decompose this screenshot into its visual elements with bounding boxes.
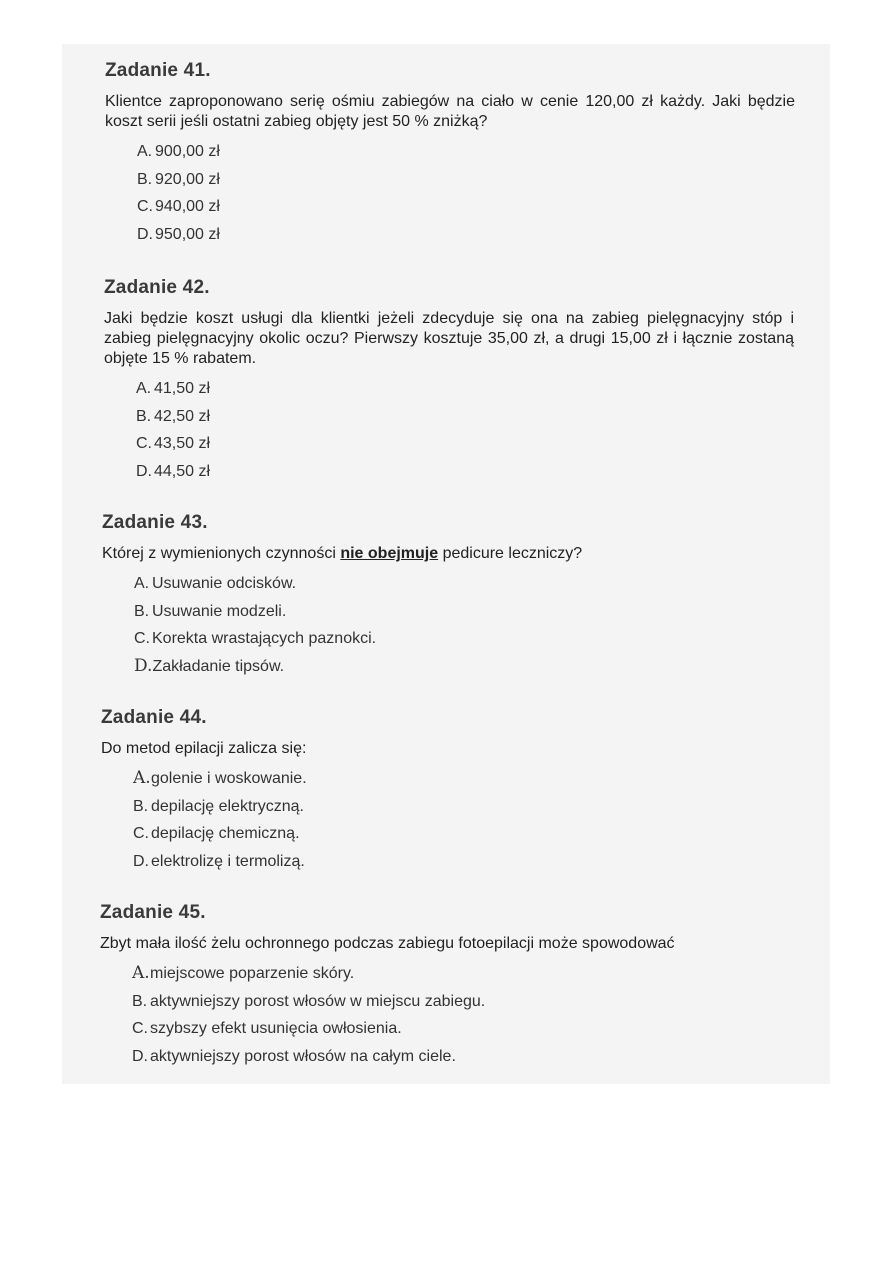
option-letter: D.	[136, 462, 152, 480]
option-letter: B.	[137, 170, 153, 188]
option-letter: B.	[134, 602, 150, 620]
answer-option-c	[133, 820, 791, 848]
answer-option-a	[132, 960, 790, 988]
option-text: elektrolizę i termolizą.	[151, 852, 305, 870]
answer-option-d	[136, 458, 794, 486]
option-text: Korekta wrastających paznokci.	[152, 630, 377, 647]
option-letter: A.	[134, 575, 150, 592]
answer-option-b	[136, 403, 794, 431]
answer-option-b	[132, 988, 790, 1016]
option-text: 920,00 zł	[155, 170, 220, 188]
option-text: 940,00 zł	[155, 198, 220, 215]
task-45	[100, 902, 790, 1070]
answer-option-b	[134, 598, 792, 626]
scanned-page	[62, 44, 830, 1084]
answer-option-c	[137, 193, 795, 221]
answer-option-c	[132, 1015, 790, 1043]
task-question: Zbyt mała ilość żelu ochronnego podczas zabiegu fotoepilacji może spowodować	[100, 935, 675, 952]
option-text: szybszy efekt usunięcia owłosienia.	[150, 1020, 402, 1037]
option-letter: B.	[132, 992, 148, 1010]
answer-option-d	[134, 653, 792, 681]
option-letter: B.	[133, 797, 149, 815]
option-letter: D.	[134, 655, 153, 676]
task-42	[104, 277, 794, 485]
task-44	[101, 707, 791, 875]
answer-option-a	[136, 375, 794, 403]
task-question	[102, 544, 792, 564]
answer-option-d	[132, 1043, 790, 1071]
option-text: miejscowe poparzenie skóry.	[150, 965, 355, 982]
option-text: depilację chemiczną.	[151, 825, 300, 842]
task-question: Klientce zaproponowano serię ośmiu zabiegów na ciało w cenie 120,00 zł każdy. Jaki będzie koszt serii jeśli ostatni zabieg objęty jest 50 % zniżką?	[105, 93, 795, 130]
question-emphasis: nie obejmuje	[340, 545, 439, 562]
answer-option-b	[133, 793, 791, 821]
option-text: aktywniejszy porost włosów na całym ciele.	[150, 1047, 456, 1065]
option-letter: C.	[132, 1020, 148, 1037]
option-text: 41,50 zł	[154, 380, 211, 397]
option-text: 900,00 zł	[155, 143, 220, 160]
task-43	[102, 512, 792, 680]
option-text: 44,50 zł	[154, 462, 211, 480]
task-question: Jaki będzie koszt usługi dla klientki jeżeli zdecyduje się ona na zabieg pielęgnacyjny stóp i zabieg pielęgnacyjny okolic oczu? Pierwszy kosztuje 35,00 zł, a drugi 15,00 zł i łącznie zostaną objęte 15 % rabatem.	[104, 310, 794, 367]
task-41	[105, 60, 795, 248]
option-text: aktywniejszy porost włosów w miejscu zabiegu.	[150, 992, 486, 1010]
option-letter: C.	[134, 630, 150, 647]
task-title: Zadanie 41.	[105, 60, 211, 81]
option-letter: B.	[136, 407, 152, 425]
answer-option-a	[133, 765, 791, 793]
option-letter: A.	[133, 768, 151, 788]
answer-option-d	[137, 221, 795, 249]
task-question: Do metod epilacji zalicza się:	[101, 740, 307, 757]
answer-option-a	[137, 138, 795, 166]
option-text: Zakładanie tipsów.	[152, 657, 285, 675]
option-text: Usuwanie odcisków.	[152, 575, 297, 592]
option-letter: A.	[132, 963, 150, 983]
answer-option-d	[133, 848, 791, 876]
task-title: Zadanie 45.	[100, 902, 206, 923]
option-letter: C.	[137, 198, 153, 215]
option-letter: A.	[137, 143, 153, 160]
answer-options	[100, 960, 790, 1070]
option-letter: D.	[132, 1047, 148, 1065]
answer-options	[105, 138, 795, 248]
task-title: Zadanie 42.	[104, 277, 210, 298]
answer-options	[102, 570, 792, 680]
option-text: depilację elektryczną.	[151, 797, 304, 815]
answer-options	[101, 765, 791, 875]
question-text-after: pedicure leczniczy?	[442, 545, 583, 562]
answer-option-a	[134, 570, 792, 598]
option-text: 950,00 zł	[155, 225, 220, 243]
answer-option-b	[137, 166, 795, 194]
option-text: 42,50 zł	[154, 407, 211, 425]
answer-option-c	[136, 430, 794, 458]
option-letter: A.	[136, 380, 152, 397]
option-text: Usuwanie modzeli.	[152, 602, 287, 620]
question-text-before: Której z wymienionych czynności	[102, 545, 336, 562]
option-letter: D.	[137, 225, 153, 243]
option-text: golenie i woskowanie.	[151, 770, 307, 787]
answer-option-c	[134, 625, 792, 653]
option-letter: C.	[136, 435, 152, 452]
option-letter: D.	[133, 852, 149, 870]
task-title: Zadanie 43.	[102, 512, 208, 533]
option-text: 43,50 zł	[154, 435, 211, 452]
answer-options	[104, 375, 794, 485]
option-letter: C.	[133, 825, 149, 842]
task-title: Zadanie 44.	[101, 707, 207, 728]
